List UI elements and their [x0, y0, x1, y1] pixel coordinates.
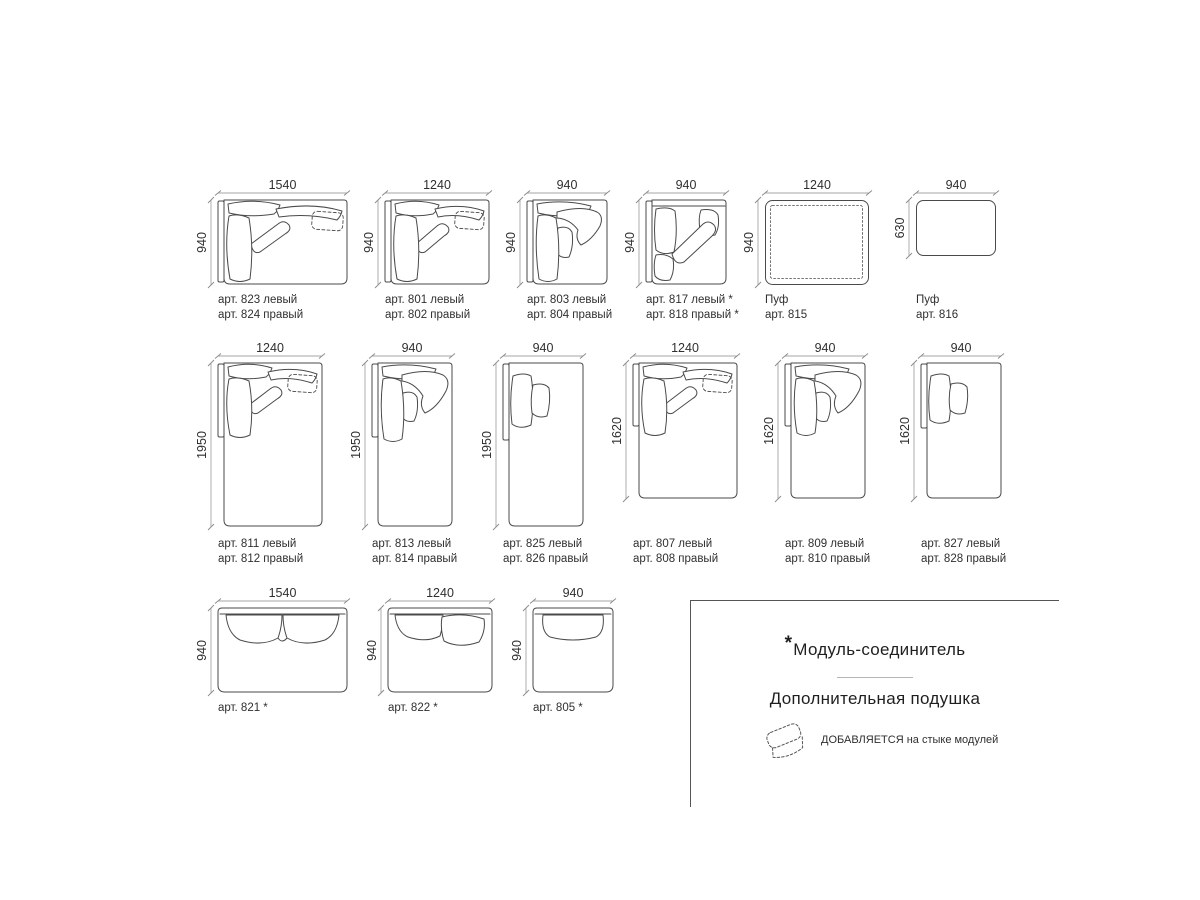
article-line: арт. 826 правый [503, 553, 589, 565]
legend-cushion-title: Дополнительная подушка [769, 689, 981, 708]
height-dim-label: 940 [510, 640, 524, 661]
legend-connector-title: *Модуль-соединитель [784, 633, 966, 659]
width-dimension [918, 341, 1004, 359]
article-line: арт. 827 левый [921, 538, 1001, 550]
height-dimension [898, 360, 917, 502]
article-line: арт. 809 левый [785, 538, 865, 550]
width-dimension [782, 341, 868, 359]
height-dimension [195, 197, 214, 288]
height-dim-label: 940 [195, 232, 209, 253]
sofa-top-view-drawing [633, 363, 737, 498]
article-line: арт. 824 правый [218, 309, 304, 321]
width-dimension [524, 178, 610, 196]
width-dimension [913, 178, 999, 196]
article-labels [503, 537, 588, 567]
sofa-top-view-drawing [385, 200, 489, 284]
module-811-812 [192, 337, 326, 565]
module-801-802 [359, 174, 493, 321]
width-dim-label: 1240 [423, 178, 451, 192]
height-dimension [362, 197, 381, 288]
sofa-top-view-drawing [527, 200, 607, 284]
article-labels [372, 537, 457, 567]
width-dim-label: 940 [556, 178, 578, 192]
article-line: арт. 814 правый [372, 553, 458, 565]
height-dimension [742, 197, 761, 288]
sofa-top-view-drawing [218, 200, 347, 284]
module-pouf-816 [890, 174, 1000, 321]
article-line: арт. 805 * [533, 702, 583, 714]
width-dimension [215, 341, 325, 359]
legend-panel [690, 600, 1059, 807]
height-dim-label: 940 [742, 232, 756, 253]
width-dimension [215, 178, 350, 196]
module-809-810 [759, 337, 871, 565]
module-821 [192, 582, 351, 714]
height-dimension [510, 605, 529, 696]
width-dim-label: 940 [945, 178, 967, 192]
legend-cushion-note: ДОБАВЛЯЕТСЯ на стыке модулей [821, 734, 999, 746]
sofa-top-view-drawing [503, 363, 583, 526]
height-dim-label: 940 [362, 232, 376, 253]
width-dim-label: 940 [675, 178, 697, 192]
module-805 [507, 582, 617, 714]
article-labels [218, 293, 303, 323]
width-dim-label: 1540 [268, 178, 297, 192]
article-labels [921, 537, 1006, 567]
article-line: арт. 803 левый [527, 294, 607, 306]
article-line: арт. 813 левый [372, 538, 452, 550]
module-803-804 [501, 174, 613, 321]
module-807-808 [607, 337, 741, 565]
width-dim-label: 1540 [268, 586, 297, 600]
article-line: арт. 822 * [388, 702, 438, 714]
width-dim-label: 940 [401, 341, 423, 355]
width-dimension [382, 178, 492, 196]
width-dimension [630, 341, 740, 359]
article-line: арт. 804 правый [527, 309, 613, 321]
width-dimension [643, 178, 729, 196]
height-dim-label: 1950 [195, 431, 209, 459]
height-dimension [504, 197, 523, 288]
module-822 [362, 582, 496, 714]
article-line: арт. 802 правый [385, 309, 471, 321]
height-dim-label: 630 [893, 217, 907, 239]
article-line: арт. 810 правый [785, 553, 871, 565]
height-dimension [349, 360, 368, 530]
sofa-top-view-drawing [533, 608, 613, 692]
width-dimension [215, 586, 350, 604]
width-dim-label: 1240 [426, 586, 454, 600]
article-labels [633, 537, 718, 567]
sofa-top-view-drawing [388, 608, 492, 692]
height-dim-label: 1620 [898, 417, 912, 445]
height-dim-label: 940 [623, 232, 637, 253]
sofa-top-view-drawing [646, 200, 726, 284]
asterisk-marker: * [784, 633, 793, 654]
article-labels [218, 701, 268, 716]
height-dim-label: 940 [365, 640, 379, 661]
article-line: арт. 812 правый [218, 553, 304, 565]
width-dimension [369, 341, 455, 359]
article-labels [916, 293, 958, 323]
height-dim-label: 940 [504, 232, 518, 253]
legend-cushion-note-row [761, 713, 998, 767]
article-line: арт. 808 правый [633, 553, 719, 565]
article-labels [533, 701, 583, 716]
article-line: Пуф [916, 294, 940, 306]
height-dim-label: 1620 [610, 417, 624, 445]
article-line: арт. 825 левый [503, 538, 583, 550]
height-dim-label: 1950 [480, 431, 494, 459]
width-dimension [385, 586, 495, 604]
height-dimension [623, 197, 642, 288]
height-dimension [195, 605, 214, 696]
article-line: арт. 818 правый * [646, 309, 739, 321]
article-line: арт. 816 [916, 309, 959, 321]
height-dimension [893, 197, 912, 259]
height-dimension [762, 360, 781, 502]
width-dimension [530, 586, 616, 604]
article-labels [385, 293, 470, 323]
module-827-828 [895, 337, 1007, 565]
width-dim-label: 1240 [256, 341, 284, 355]
width-dim-label: 940 [814, 341, 836, 355]
height-dim-label: 1950 [349, 431, 363, 459]
article-line: арт. 817 левый * [646, 294, 733, 306]
width-dim-label: 940 [562, 586, 584, 600]
pouf-drawing [917, 201, 996, 256]
width-dim-label: 1240 [671, 341, 699, 355]
width-dimension [500, 341, 586, 359]
article-labels [527, 293, 612, 323]
article-line: арт. 807 левый [633, 538, 713, 550]
width-dimension [762, 178, 872, 196]
sofa-top-view-drawing [921, 363, 1001, 498]
height-dim-label: 1620 [762, 417, 776, 445]
article-labels [785, 537, 870, 567]
pouf-drawing [766, 201, 869, 285]
sofa-top-view-drawing [785, 363, 865, 498]
article-line: арт. 823 левый [218, 294, 298, 306]
module-813-814 [346, 337, 458, 565]
article-line: арт. 815 [765, 309, 808, 321]
article-line: арт. 828 правый [921, 553, 1007, 565]
module-823-824 [192, 174, 351, 321]
sofa-top-view-drawing [218, 363, 322, 526]
article-line: арт. 811 левый [218, 538, 297, 550]
width-dim-label: 940 [950, 341, 972, 355]
article-labels [765, 293, 807, 323]
height-dim-label: 940 [195, 640, 209, 661]
module-pouf-815 [739, 174, 873, 321]
article-line: арт. 801 левый [385, 294, 465, 306]
article-labels [388, 701, 438, 716]
module-817-818 [620, 174, 739, 321]
sofa-top-view-drawing [372, 363, 452, 526]
sofa-top-view-drawing [218, 608, 347, 692]
module-825-826 [477, 337, 589, 565]
article-labels [646, 293, 739, 323]
article-line: Пуф [765, 294, 789, 306]
article-labels [218, 537, 303, 567]
dashed-cushion-icon [761, 713, 813, 767]
height-dimension [365, 605, 384, 696]
width-dim-label: 1240 [803, 178, 831, 192]
height-dimension [610, 360, 629, 502]
height-dimension [195, 360, 214, 530]
article-line: арт. 821 * [218, 702, 268, 714]
legend-divider [837, 677, 913, 678]
height-dimension [480, 360, 499, 530]
width-dim-label: 940 [532, 341, 554, 355]
